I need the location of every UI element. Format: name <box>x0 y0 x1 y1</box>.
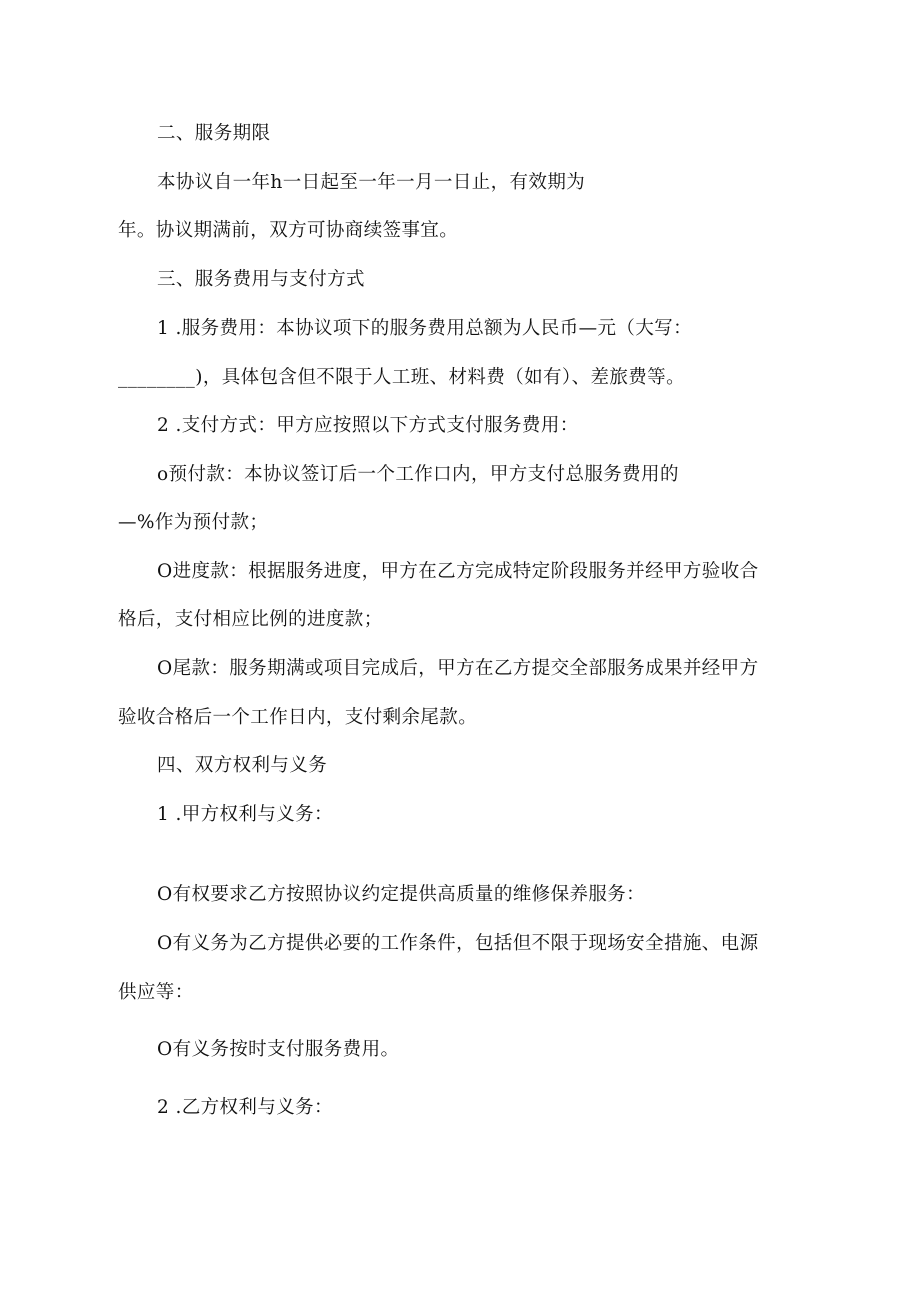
section-heading-fees-payment: 三、服务费用与支付方式 <box>157 269 365 290</box>
paragraph-line: 2 .支付方式：甲方应按照以下方式支付服务费用： <box>157 415 579 436</box>
paragraph-line: 1 .服务费用：本协议项下的服务费用总额为人民币—元（大写： <box>157 318 693 339</box>
paragraph-line: 供应等： <box>118 982 194 1003</box>
list-item: O有义务为乙方提供必要的工作条件，包括但不限于现场安全措施、电源 <box>157 933 759 954</box>
paragraph-line: 年。协议期满前，双方可协商续签事宜。 <box>118 220 459 241</box>
subsection-heading-party-b: 2 .乙方权利与义务： <box>157 1097 333 1118</box>
list-item-advance-payment: o预付款：本协议签订后一个工作口内，甲方支付总服务费用的 <box>157 464 679 485</box>
paragraph-line: ________)，具体包含但不限于人工班、材料费（如有）、差旅费等。 <box>118 367 685 388</box>
subsection-heading-party-a: 1 .甲方权利与义务： <box>157 804 333 825</box>
paragraph-line: 验收合格后一个工作日内，支付剩余尾款。 <box>118 707 478 728</box>
section-heading-service-term: 二、服务期限 <box>157 123 271 144</box>
list-item: O有义务按时支付服务费用。 <box>157 1039 400 1060</box>
list-item-progress-payment: O进度款：根据服务进度，甲方在乙方完成特定阶段服务并经甲方验收合 <box>157 561 759 582</box>
list-item: O有权要求乙方按照协议约定提供高质量的维修保养服务： <box>157 884 646 905</box>
paragraph-line: 格后，支付相应比例的进度款； <box>118 609 383 630</box>
section-heading-rights-obligations: 四、双方权利与义务 <box>157 755 328 776</box>
paragraph-line: —%作为预付款； <box>118 512 269 533</box>
list-item-final-payment: O尾款：服务期满或项目完成后，甲方在乙方提交全部服务成果并经甲方 <box>157 658 759 679</box>
paragraph-line: 本协议自一年h一日起至一年一月一日止，有效期为 <box>157 172 586 193</box>
